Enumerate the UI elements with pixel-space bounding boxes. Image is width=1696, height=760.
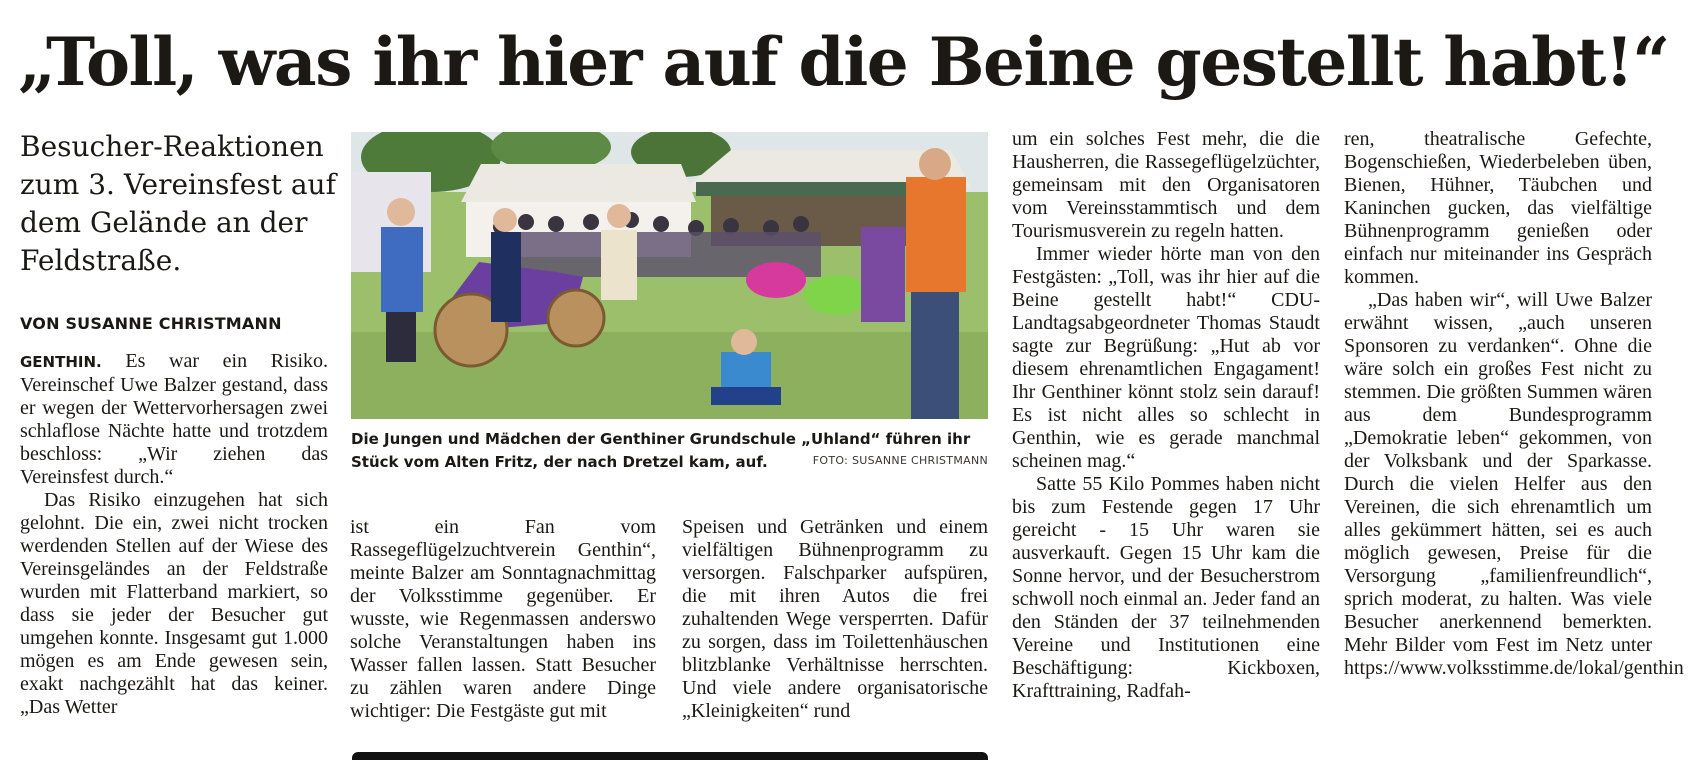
paragraph: ist ein Fan vom Rassegeflügelzuchtverein Genthin“, meinte Balzer am Sonntagnachmittag der Volksstimme gegenüber. Er wusste, wie Regenmassen anderswo solche Veranstaltungen haben ins Wasser fallen lassen. Statt Besucher zu zählen waren andere Dinge wichtiger: Die Festgäste gut mit: [350, 516, 656, 722]
paragraph: um ein solches Fest mehr, die die Hausherren, die Rassegeflügelzüchter, gemeinsam mit den Organisatoren vom Vereinsstammtisch und dem Tourismusverein zu regeln hatten.: [1012, 128, 1320, 242]
paragraph: Satte 55 Kilo Pommes haben nicht bis zum Festende gegen 17 Uhr gereicht - 15 Uhr waren sie ausverkauft. Gegen 15 Uhr kam die Sonne hervor, und der Besucherstrom schwoll noch einmal an. Jeder fand an den Ständen der 37 teilnehmenden Vereine und Institutionen eine Beschäftigung: Kickboxen, Krafttraining, Radfah-: [1012, 473, 1320, 702]
bottom-divider: [352, 752, 988, 760]
paragraph: „Das haben wir“, will Uwe Balzer erwähnt wissen, „auch unseren Sponsoren zu verdanken“. Ohne die wäre solch ein großes Fest nicht zu stemmen. Die größten Summen wären aus dem Bundesprogramm „Demokratie leben“ gekommen, von der Volksbank und der Sparkasse. Durch die vielen Helfer aus den Vereinen, die sich ehrenamtlich um alles gekümmert hätten, sei es auch möglich gewesen, Preise für die Versorgung „familienfreundlich“, sprich moderat, zu halten. Was viele Besucher anerkennend bemerkten. Mehr Bilder vom Fest im Netz unter https://www.volksstimme.de/lokal/genthin: [1344, 289, 1684, 679]
text-column-3: [682, 516, 988, 723]
paragraph: Speisen und Getränken und einem vielfältigen Bühnenprogramm zu versorgen. Falschparker aufspüren, die mit ihren Autos die frei zuhaltenden Wege versperrten. Dafür zu sorgen, dass im Toilettenhäuschen blitzblanke Verhältnisse herrschten. Und viele andere organisatorische „Kleinigkeiten“ rund: [682, 516, 988, 722]
photo-credit: FOTO: SUSANNE CHRISTMANN: [812, 454, 988, 467]
photo-caption: Die Jungen und Mädchen der Genthiner Grundschule „Uhland“ führen ihr Stück vom Alten Fritz, der nach Dretzel kam, auf.: [351, 430, 971, 471]
paragraph: [20, 350, 328, 489]
text-column-4: [1012, 128, 1320, 703]
dateline: GENTHIN.: [20, 353, 102, 371]
text-column-1: [20, 350, 328, 719]
article-photo: [351, 132, 988, 419]
paragraph: Immer wieder hörte man von den Festgästen: „Toll, was ihr hier auf die Beine gestellt habt!“ CDU-Landtagsabgeordneter Thomas Staudt sagte zur Begrüßung: „Hut ab vor diesem ehrenamtlichen Engagament! Ihr Genthiner könnt stolz sein darauf! Es ist nicht alles so schlecht in Genthin, wie es gerade manchmal scheinen mag.“: [1012, 243, 1320, 472]
text-column-5: [1344, 128, 1684, 680]
headline: „Toll, was ihr hier auf die Beine gestellt habt!“: [18, 23, 1669, 101]
text-column-2: [350, 516, 656, 723]
paragraph-text: Es war ein Risiko. Vereinschef Uwe Balzer gestand, dass er wegen der Wettervorhersagen zwei schlaflose Nächte hatte und trotzdem beschloss: „Wir ziehen das Vereinsfest durch.“: [20, 350, 328, 488]
paragraph: ren, theatralische Gefechte, Bogenschießen, Wiederbeleben üben, Bienen, Hühner, Täubchen und Kaninchen gucken, das vielfältige Bühnenprogramm genießen oder einfach nur miteinander ins Gespräch kommen.: [1344, 128, 1652, 288]
byline: VON SUSANNE CHRISTMANN: [20, 314, 282, 333]
subheadline: Besucher-Reaktionen zum 3. Vereinsfest auf dem Gelände an der Feldstraße.: [20, 130, 336, 277]
photo-illustration: [351, 132, 988, 419]
paragraph: Das Risiko einzugehen hat sich gelohnt. Die ein, zwei nicht trocken werdenden Stellen auf der Wiese des Vereinsgeländes an der Feldstraße wurden mit Flatterband markiert, so dass sie jeder der Besucher gut umgehen konnte. Insgesamt gut 1.000 mögen es am Ende gewesen sein, exakt nachgezählt hat das keiner. „Das Wetter: [20, 489, 328, 718]
